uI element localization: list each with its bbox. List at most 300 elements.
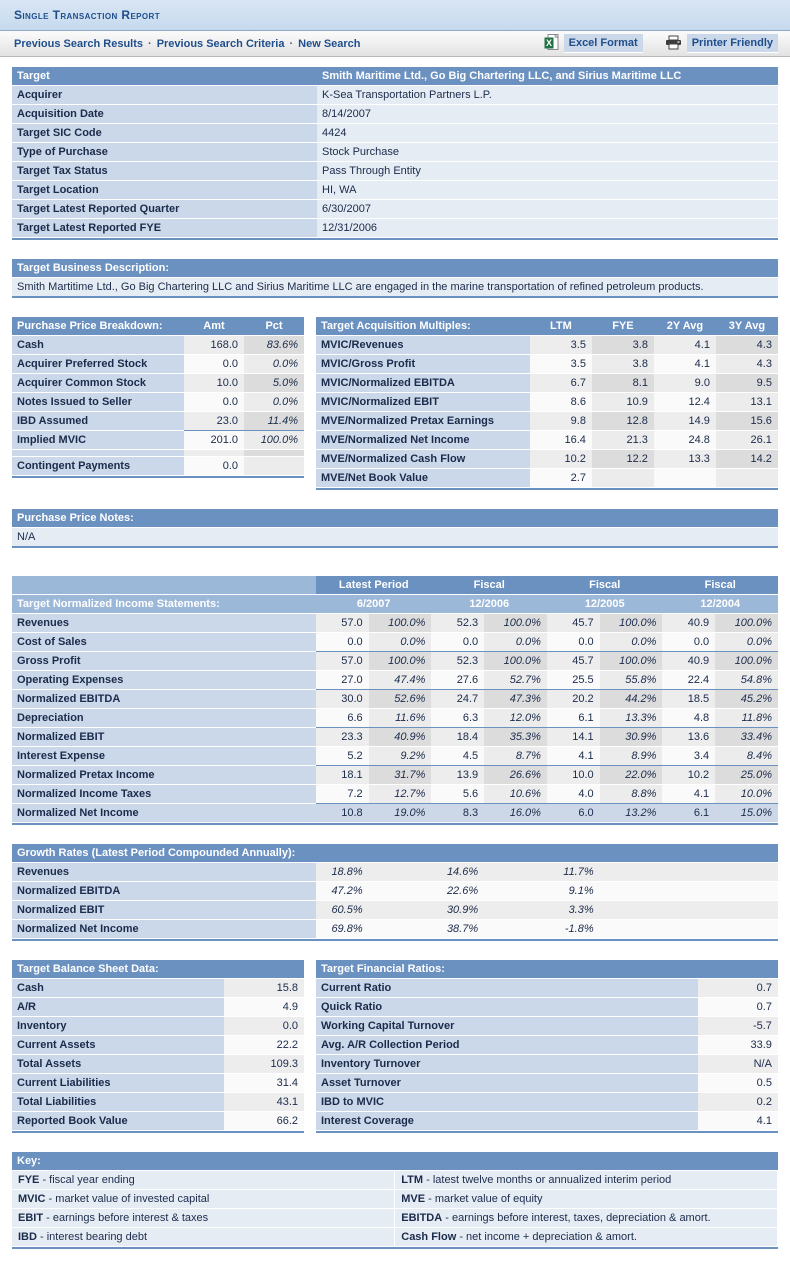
bs-value-ar: 4.9	[224, 998, 304, 1017]
printer-friendly-button[interactable]	[665, 34, 778, 53]
is-amt-depreciation-0: 6.6	[316, 709, 369, 728]
gr-blank	[484, 920, 547, 939]
table-row	[12, 200, 778, 219]
is-amt-pretax-income-0: 18.1	[316, 766, 369, 785]
is-pct-cost-of-sales-3: 0.0%	[715, 633, 778, 652]
table-row	[316, 431, 778, 450]
gr-blank	[484, 882, 547, 901]
fr-label-current-ratio: Current Ratio	[316, 979, 698, 998]
nav-separator: ·	[289, 37, 294, 50]
bs-value-inventory: 0.0	[224, 1017, 304, 1036]
is-pct-pretax-income-1: 26.6%	[484, 766, 547, 785]
table-row	[12, 844, 778, 863]
row-label-location: Target Location	[12, 181, 317, 200]
is-amt-interest-expense-3: 3.4	[662, 747, 715, 766]
multiples-v-mvic-revenues-ltm: 3.5	[530, 336, 592, 355]
multiples-header: Target Acquisition Multiples:	[316, 317, 530, 336]
table-row	[316, 1036, 778, 1055]
income-statements-table	[12, 576, 778, 823]
spacer	[12, 308, 778, 317]
key-entry-mve	[395, 1190, 778, 1209]
is-amt-net-income-3: 6.1	[662, 804, 715, 823]
multiples-v-mve-pretax-ltm: 9.8	[530, 412, 592, 431]
table-row	[12, 614, 778, 633]
is-pct-gross-profit-0: 100.0%	[369, 652, 432, 671]
gr-value-normalized-net-income-3	[662, 920, 715, 939]
ppb-label-preferred-stock: Acquirer Preferred Stock	[12, 355, 184, 374]
is-amt-cost-of-sales-0: 0.0	[316, 633, 369, 652]
table-row	[12, 124, 778, 143]
multiples-label-mvic-ebitda: MVIC/Normalized EBITDA	[316, 374, 530, 393]
is-amt-gross-profit-2: 45.7	[547, 652, 600, 671]
bs-label-ar: A/R	[12, 998, 224, 1017]
bs-value-current-liabilities: 31.4	[224, 1074, 304, 1093]
spacer	[12, 567, 778, 576]
key-term-fye: FYE	[18, 1174, 40, 1186]
key-def-ebitda: - earnings before interest, taxes, depreciation & amort.	[442, 1212, 711, 1224]
is-amt-revenues-1: 52.3	[431, 614, 484, 633]
multiples-col-ltm: LTM	[530, 317, 592, 336]
table-row	[12, 576, 778, 595]
is-pct-normalized-ebit-0: 40.9%	[369, 728, 432, 747]
table-row	[316, 374, 778, 393]
excel-format-button[interactable]	[544, 34, 643, 53]
table-row	[12, 804, 778, 823]
key-entry-ebitda	[395, 1209, 778, 1228]
row-label-type-of-purchase: Type of Purchase	[12, 143, 317, 162]
table-row	[12, 336, 304, 355]
gr-blank	[369, 920, 432, 939]
target-header-value: Smith Maritime Ltd., Go Big Chartering LLC, and Sirius Maritime LLC	[317, 67, 778, 86]
is-amt-normalized-ebit-1: 18.4	[431, 728, 484, 747]
table-row	[316, 412, 778, 431]
fr-label-quick-ratio: Quick Ratio	[316, 998, 698, 1017]
table-row	[12, 595, 778, 614]
table-row	[12, 766, 778, 785]
nav-separator: ·	[148, 37, 152, 50]
table-row	[12, 450, 304, 457]
table-row	[12, 633, 778, 652]
ppb-amt-blank	[184, 450, 244, 457]
is-amt-normalized-ebit-3: 13.6	[662, 728, 715, 747]
is-amt-depreciation-1: 6.3	[431, 709, 484, 728]
is-amt-depreciation-2: 6.1	[547, 709, 600, 728]
table-row	[12, 162, 778, 181]
is-pct-operating-expenses-1: 52.7%	[484, 671, 547, 690]
multiples-v-mve-net-income-2y: 24.8	[654, 431, 716, 450]
is-pct-normalized-ebit-3: 33.4%	[715, 728, 778, 747]
nav-links	[14, 38, 361, 50]
balance-sheet-header: Target Balance Sheet Data:	[12, 960, 304, 979]
gr-label-normalized-ebitda: Normalized EBITDA	[12, 882, 316, 901]
multiples-v-mve-cash-flow-ltm: 10.2	[530, 450, 592, 469]
nav-link-new-search[interactable]: New Search	[298, 37, 361, 50]
gr-value-normalized-ebitda-3	[662, 882, 715, 901]
printer-friendly-label: Printer Friendly	[687, 34, 778, 53]
is-amt-pretax-income-1: 13.9	[431, 766, 484, 785]
is-pct-income-taxes-2: 8.8%	[600, 785, 663, 804]
is-period-date-3: 12/2004	[662, 595, 778, 614]
multiples-v-mvic-ebit-2y: 12.4	[654, 393, 716, 412]
ppb-amt-ibd-assumed: 23.0	[184, 412, 244, 431]
multiples-v-mvic-ebit-fye: 10.9	[592, 393, 654, 412]
is-period-date-2: 12/2005	[547, 595, 663, 614]
is-amt-gross-profit-0: 57.0	[316, 652, 369, 671]
table-row	[12, 1209, 778, 1228]
gr-blank	[369, 863, 432, 882]
key-term-ibd: IBD	[18, 1231, 37, 1243]
row-label-latest-quarter: Target Latest Reported Quarter	[12, 200, 317, 219]
multiples-v-mve-pretax-2y: 14.9	[654, 412, 716, 431]
notes-header: Purchase Price Notes:	[12, 509, 778, 528]
is-pct-operating-expenses-2: 55.8%	[600, 671, 663, 690]
ppb-amt-implied-mvic: 201.0	[184, 431, 244, 450]
table-row	[316, 1093, 778, 1112]
multiples-label-mvic-ebit: MVIC/Normalized EBIT	[316, 393, 530, 412]
ppb-pct-ibd-assumed: 11.4%	[244, 412, 304, 431]
balance-sheet-block	[12, 960, 304, 1133]
financial-ratios-table	[316, 960, 778, 1131]
gr-value-normalized-ebit-2: 3.3%	[547, 901, 600, 920]
is-pct-cost-of-sales-2: 0.0%	[600, 633, 663, 652]
is-pct-revenues-1: 100.0%	[484, 614, 547, 633]
spacer	[12, 951, 778, 960]
svg-text:X: X	[545, 38, 552, 48]
is-amt-pretax-income-3: 10.2	[662, 766, 715, 785]
gr-blank	[600, 901, 663, 920]
purchase-price-notes-table	[12, 509, 778, 546]
gr-value-normalized-net-income-0: 69.8%	[316, 920, 369, 939]
multiples-v-mvic-gross-profit-2y: 4.1	[654, 355, 716, 374]
key-entry-mvic	[12, 1190, 395, 1209]
nav-link-previous-search-results[interactable]: Previous Search Results	[14, 37, 144, 50]
row-value-tax-status: Pass Through Entity	[317, 162, 778, 181]
table-row	[12, 1074, 304, 1093]
row-label-tax-status: Target Tax Status	[12, 162, 317, 181]
gr-blank	[715, 920, 778, 939]
is-amt-gross-profit-1: 52.3	[431, 652, 484, 671]
table-row	[12, 355, 304, 374]
bs-value-cash: 15.8	[224, 979, 304, 998]
table-row	[316, 979, 778, 998]
gr-blank	[715, 863, 778, 882]
gr-value-normalized-ebit-0: 60.5%	[316, 901, 369, 920]
business-description-header: Target Business Description:	[12, 259, 778, 278]
ppb-amt-contingent-payments: 0.0	[184, 457, 244, 476]
gr-blank	[484, 863, 547, 882]
multiples-v-mvic-gross-profit-3y: 4.3	[716, 355, 778, 374]
table-row	[12, 1036, 304, 1055]
is-pct-interest-expense-1: 8.7%	[484, 747, 547, 766]
bs-value-reported-book-value: 66.2	[224, 1112, 304, 1131]
table-row	[12, 901, 778, 920]
excel-format-label: Excel Format	[564, 34, 643, 53]
is-amt-normalized-ebit-2: 14.1	[547, 728, 600, 747]
bs-label-current-assets: Current Assets	[12, 1036, 224, 1055]
purchase-price-breakdown-table	[12, 317, 304, 476]
gr-value-normalized-net-income-1: 38.7%	[431, 920, 484, 939]
bs-value-total-assets: 109.3	[224, 1055, 304, 1074]
is-period-type-3: Fiscal	[662, 576, 778, 595]
spacer	[12, 558, 778, 567]
multiples-v-mvic-gross-profit-fye: 3.8	[592, 355, 654, 374]
is-label-normalized-ebit: Normalized EBIT	[12, 728, 316, 747]
key-block	[12, 1152, 778, 1249]
table-row	[12, 259, 778, 278]
row-value-acquirer: K-Sea Transportation Partners L.P.	[317, 86, 778, 105]
table-row	[12, 785, 778, 804]
is-pct-depreciation-0: 11.6%	[369, 709, 432, 728]
table-row	[316, 1017, 778, 1036]
is-label-operating-expenses: Operating Expenses	[12, 671, 316, 690]
bs-label-total-assets: Total Assets	[12, 1055, 224, 1074]
table-row	[12, 412, 304, 431]
multiples-v-mve-cash-flow-2y: 13.3	[654, 450, 716, 469]
bs-label-reported-book-value: Reported Book Value	[12, 1112, 224, 1131]
ppb-label-cash: Cash	[12, 336, 184, 355]
excel-icon	[544, 34, 559, 53]
financial-ratios-block	[316, 960, 778, 1133]
growth-rates-table	[12, 844, 778, 939]
table-row	[12, 960, 304, 979]
fr-label-asset-turnover: Asset Turnover	[316, 1074, 698, 1093]
ppb-header: Purchase Price Breakdown:	[12, 317, 184, 336]
is-amt-net-income-0: 10.8	[316, 804, 369, 823]
table-row	[12, 1093, 304, 1112]
multiples-v-mve-book-value-ltm: 2.7	[530, 469, 592, 488]
key-def-mvic: - market value of invested capital	[45, 1193, 210, 1205]
is-period-type-2: Fiscal	[547, 576, 663, 595]
multiples-v-mvic-ebitda-ltm: 6.7	[530, 374, 592, 393]
ppb-pct-blank	[244, 450, 304, 457]
is-label-gross-profit: Gross Profit	[12, 652, 316, 671]
key-def-fye: - fiscal year ending	[39, 1174, 135, 1186]
fr-value-inventory-turnover: N/A	[698, 1055, 778, 1074]
table-row	[12, 457, 304, 476]
is-pct-net-income-1: 16.0%	[484, 804, 547, 823]
fr-value-current-ratio: 0.7	[698, 979, 778, 998]
is-amt-normalized-ebitda-3: 18.5	[662, 690, 715, 709]
table-row	[12, 67, 778, 86]
bs-value-total-liabilities: 43.1	[224, 1093, 304, 1112]
row-value-latest-quarter: 6/30/2007	[317, 200, 778, 219]
fr-value-ar-collection-period: 33.9	[698, 1036, 778, 1055]
table-row	[316, 355, 778, 374]
table-row	[12, 1055, 304, 1074]
table-row	[12, 671, 778, 690]
multiples-v-mve-net-income-fye: 21.3	[592, 431, 654, 450]
is-label-pretax-income: Normalized Pretax Income	[12, 766, 316, 785]
multiples-v-mvic-revenues-2y: 4.1	[654, 336, 716, 355]
report-body	[0, 57, 790, 1267]
gr-value-revenues-1: 14.6%	[431, 863, 484, 882]
business-description-text: Smith Martitime Ltd., Go Big Chartering LLC and Sirius Maritime LLC are engaged in the marine transportation of refined petroleum products.	[12, 278, 778, 297]
key-term-cash-flow: Cash Flow	[401, 1231, 457, 1243]
fr-value-ibd-to-mvic: 0.2	[698, 1093, 778, 1112]
ppb-col-pct: Pct	[244, 317, 304, 336]
purchase-price-notes-block	[12, 509, 778, 548]
fr-value-interest-coverage: 4.1	[698, 1112, 778, 1131]
nav-link-previous-search-criteria[interactable]: Previous Search Criteria	[156, 37, 285, 50]
fr-label-working-capital-turnover: Working Capital Turnover	[316, 1017, 698, 1036]
key-term-mve: MVE	[401, 1193, 426, 1205]
multiples-v-mve-pretax-3y: 15.6	[716, 412, 778, 431]
row-label-acquirer: Acquirer	[12, 86, 317, 105]
multiples-v-mve-book-value-3y	[716, 469, 778, 488]
gr-blank	[715, 901, 778, 920]
is-pct-net-income-3: 15.0%	[715, 804, 778, 823]
acquisition-multiples-table	[316, 317, 778, 488]
balance-and-ratios-row	[12, 960, 778, 1133]
is-amt-revenues-0: 57.0	[316, 614, 369, 633]
is-amt-operating-expenses-0: 27.0	[316, 671, 369, 690]
spacer	[12, 1143, 778, 1152]
gr-value-revenues-3	[662, 863, 715, 882]
key-def-mve: - market value of equity	[425, 1193, 543, 1205]
is-amt-normalized-ebitda-1: 24.7	[431, 690, 484, 709]
table-row	[12, 143, 778, 162]
target-info-table	[12, 67, 778, 238]
key-entry-ltm	[395, 1171, 778, 1190]
is-pct-interest-expense-0: 9.2%	[369, 747, 432, 766]
table-row	[316, 1074, 778, 1093]
gr-value-normalized-net-income-2: -1.8%	[547, 920, 600, 939]
gr-blank	[600, 882, 663, 901]
is-pct-income-taxes-1: 10.6%	[484, 785, 547, 804]
key-def-cash-flow: - net income + depreciation & amort.	[456, 1231, 637, 1243]
gr-blank	[600, 920, 663, 939]
multiples-v-mvic-revenues-fye: 3.8	[592, 336, 654, 355]
is-period-type-1: Fiscal	[431, 576, 547, 595]
bs-label-inventory: Inventory	[12, 1017, 224, 1036]
row-label-sic-code: Target SIC Code	[12, 124, 317, 143]
gr-blank	[484, 901, 547, 920]
gr-blank	[600, 863, 663, 882]
table-row	[12, 1017, 304, 1036]
row-value-latest-fye: 12/31/2006	[317, 219, 778, 238]
is-label-depreciation: Depreciation	[12, 709, 316, 728]
is-amt-normalized-ebitda-0: 30.0	[316, 690, 369, 709]
table-row	[12, 86, 778, 105]
row-value-acquisition-date: 8/14/2007	[317, 105, 778, 124]
title-bar	[0, 0, 790, 31]
is-pct-operating-expenses-0: 47.4%	[369, 671, 432, 690]
multiples-v-mve-pretax-fye: 12.8	[592, 412, 654, 431]
multiples-label-mvic-revenues: MVIC/Revenues	[316, 336, 530, 355]
is-amt-operating-expenses-2: 25.5	[547, 671, 600, 690]
is-pct-pretax-income-0: 31.7%	[369, 766, 432, 785]
table-row	[316, 393, 778, 412]
gr-label-normalized-net-income: Normalized Net Income	[12, 920, 316, 939]
is-header-spacer	[12, 576, 316, 595]
table-row	[12, 181, 778, 200]
multiples-col-fye: FYE	[592, 317, 654, 336]
fr-value-working-capital-turnover: -5.7	[698, 1017, 778, 1036]
nav-actions	[544, 34, 778, 53]
is-pct-normalized-ebitda-0: 52.6%	[369, 690, 432, 709]
ppb-label-common-stock: Acquirer Common Stock	[12, 374, 184, 393]
income-statements-block	[12, 576, 778, 825]
ppb-pct-implied-mvic: 100.0%	[244, 431, 304, 450]
ppb-label-blank	[12, 450, 184, 457]
gr-blank	[715, 882, 778, 901]
target-info-block	[12, 67, 778, 240]
is-pct-income-taxes-3: 10.0%	[715, 785, 778, 804]
income-statements-header: Target Normalized Income Statements:	[12, 595, 316, 614]
table-row	[316, 1055, 778, 1074]
multiples-label-mve-net-income: MVE/Normalized Net Income	[316, 431, 530, 450]
spacer	[12, 250, 778, 259]
fr-value-asset-turnover: 0.5	[698, 1074, 778, 1093]
fr-label-inventory-turnover: Inventory Turnover	[316, 1055, 698, 1074]
table-row	[12, 882, 778, 901]
is-amt-cost-of-sales-3: 0.0	[662, 633, 715, 652]
is-period-date-0: 6/2007	[316, 595, 432, 614]
multiples-v-mve-cash-flow-3y: 14.2	[716, 450, 778, 469]
is-pct-net-income-2: 13.2%	[600, 804, 663, 823]
table-row	[12, 1152, 778, 1171]
table-row	[12, 1112, 304, 1131]
table-row	[12, 105, 778, 124]
is-amt-normalized-ebitda-2: 20.2	[547, 690, 600, 709]
purchase-price-breakdown-block	[12, 317, 304, 478]
is-pct-interest-expense-3: 8.4%	[715, 747, 778, 766]
gr-label-normalized-ebit: Normalized EBIT	[12, 901, 316, 920]
key-entry-fye	[12, 1171, 395, 1190]
is-amt-cost-of-sales-2: 0.0	[547, 633, 600, 652]
is-amt-net-income-2: 6.0	[547, 804, 600, 823]
ppb-label-ibd-assumed: IBD Assumed	[12, 412, 184, 431]
row-label-acquisition-date: Acquisition Date	[12, 105, 317, 124]
is-amt-interest-expense-1: 4.5	[431, 747, 484, 766]
is-pct-revenues-3: 100.0%	[715, 614, 778, 633]
multiples-v-mvic-ebit-3y: 13.1	[716, 393, 778, 412]
is-pct-normalized-ebitda-2: 44.2%	[600, 690, 663, 709]
gr-value-normalized-ebitda-2: 9.1%	[547, 882, 600, 901]
fr-value-quick-ratio: 0.7	[698, 998, 778, 1017]
table-row	[12, 998, 304, 1017]
row-value-sic-code: 4424	[317, 124, 778, 143]
fr-label-interest-coverage: Interest Coverage	[316, 1112, 698, 1131]
is-pct-depreciation-1: 12.0%	[484, 709, 547, 728]
row-value-location: HI, WA	[317, 181, 778, 200]
is-amt-gross-profit-3: 40.9	[662, 652, 715, 671]
is-label-net-income: Normalized Net Income	[12, 804, 316, 823]
notes-text: N/A	[12, 528, 778, 547]
is-amt-net-income-1: 8.3	[431, 804, 484, 823]
is-pct-gross-profit-1: 100.0%	[484, 652, 547, 671]
table-row	[12, 509, 778, 528]
multiples-v-mve-net-income-ltm: 16.4	[530, 431, 592, 450]
multiples-v-mve-net-income-3y: 26.1	[716, 431, 778, 450]
is-amt-interest-expense-0: 5.2	[316, 747, 369, 766]
ppb-pct-contingent-payments	[244, 457, 304, 476]
gr-value-normalized-ebitda-0: 47.2%	[316, 882, 369, 901]
is-amt-interest-expense-2: 4.1	[547, 747, 600, 766]
bs-label-total-liabilities: Total Liabilities	[12, 1093, 224, 1112]
table-row	[12, 920, 778, 939]
key-def-ebit: - earnings before interest & taxes	[43, 1212, 209, 1224]
is-amt-income-taxes-0: 7.2	[316, 785, 369, 804]
is-label-revenues: Revenues	[12, 614, 316, 633]
acquisition-multiples-block	[316, 317, 778, 490]
growth-rates-block	[12, 844, 778, 941]
is-amt-revenues-3: 40.9	[662, 614, 715, 633]
table-row	[12, 317, 304, 336]
is-pct-revenues-2: 100.0%	[600, 614, 663, 633]
key-table	[12, 1152, 778, 1247]
is-amt-operating-expenses-1: 27.6	[431, 671, 484, 690]
